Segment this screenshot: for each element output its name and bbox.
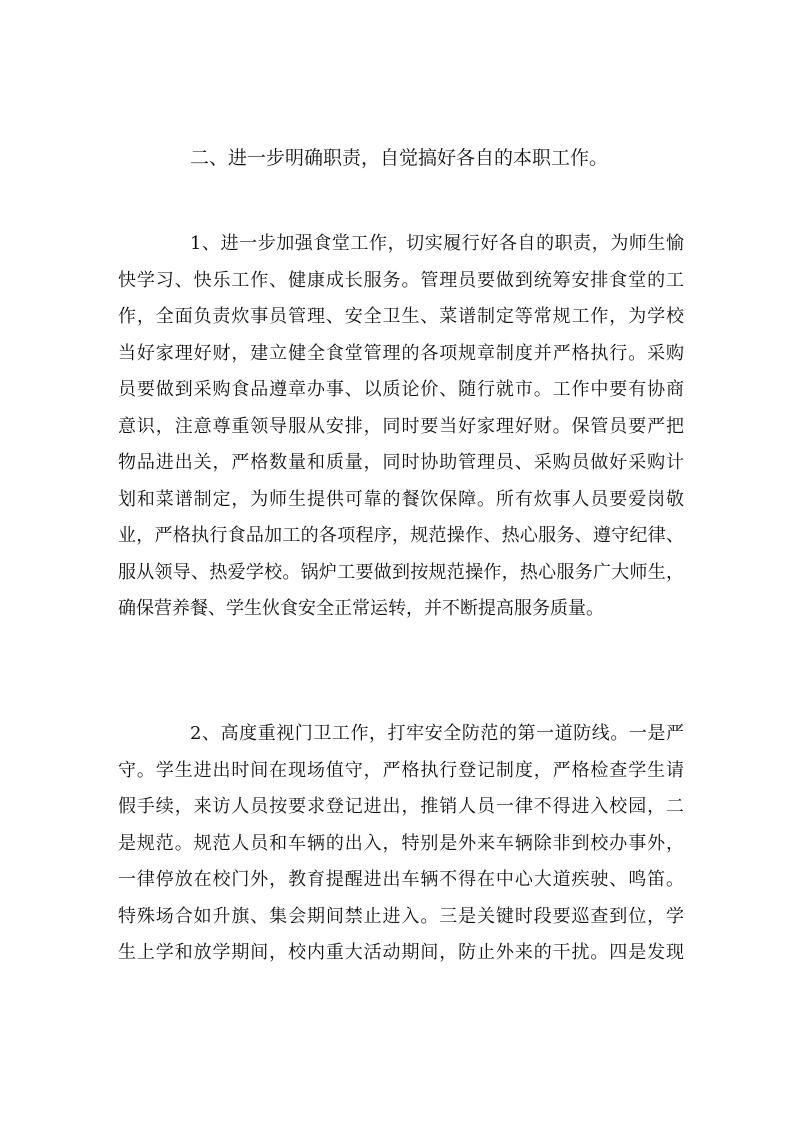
paragraph-line: 物品进出关，严格数量和质量，同时协助管理员、采购员做好采购计 [118, 452, 684, 473]
paragraph-line: 作，全面负责炊事员管理、安全卫生、菜谱制定等常规工作，为学校 [118, 306, 684, 327]
paragraph-line: 一律停放在校门外，教育提醒进出车辆不得在中心大道疾驶、鸣笛。 [118, 869, 684, 890]
paragraph-line: 生上学和放学期间，校内重大活动期间，防止外来的干扰。四是发现 [118, 942, 684, 963]
paragraph-line: 当好家理好财，建立健全食堂管理的各项规章制度并严格执行。采购 [118, 342, 684, 364]
paragraph-line: 2、高度重视门卫工作，打牢安全防范的第一道防线。一是严 [190, 723, 684, 744]
paragraph-line: 1、进一步加强食堂工作，切实履行好各自的职责，为师生愉 [190, 233, 684, 254]
paragraph-gatekeeping [118, 716, 684, 972]
paragraph-line: 特殊场合如升旗、集会期间禁止进入。三是关键时段要巡查到位，学 [118, 905, 684, 927]
paragraph-line: 快学习、快乐工作、健康成长服务。管理员要做到统筹安排食堂的工 [118, 269, 684, 291]
paragraph-canteen [118, 226, 684, 628]
paragraph-line: 是规范。规范人员和车辆的出入，特别是外来车辆除非到校办事外， [118, 832, 684, 854]
paragraph-line: 假手续，来访人员按要求登记进出，推销人员一律不得进入校园，二 [118, 796, 684, 817]
paragraph-line: 员要做到采购食品遵章办事、以质论价、随行就市。工作中要有协商 [118, 379, 684, 400]
paragraph-line: 意识，注意尊重领导服从安排，同时要当好家理好财。保管员要严把 [118, 415, 684, 437]
paragraph-line: 确保营养餐、学生伙食安全正常运转，并不断提高服务质量。 [118, 598, 604, 619]
section-heading: 二、进一步明确职责，自觉搞好各自的本职工作。 [190, 147, 609, 169]
paragraph-line: 守。学生进出时间在现场值守，严格执行登记制度，严格检查学生请 [118, 759, 684, 781]
paragraph-line: 划和菜谱制定，为师生提供可靠的餐饮保障。所有炊事人员要爱岗敬 [118, 488, 684, 510]
paragraph-line: 服从领导、热爱学校。锅炉工要做到按规范操作，热心服务广大师生， [118, 561, 684, 583]
paragraph-line: 业，严格执行食品加工的各项程序，规范操作、热心服务、遵守纪律、 [118, 525, 684, 546]
